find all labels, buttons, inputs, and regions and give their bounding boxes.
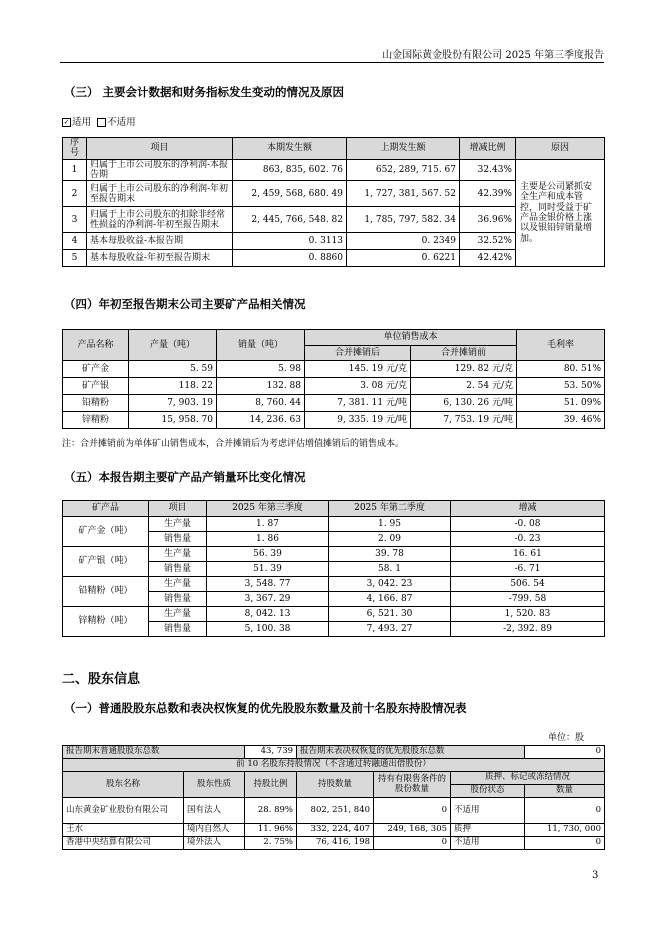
table-row: 锌精粉（吨） 生产量 8, 042. 13 6, 521. 30 1, 520. 83 xyxy=(63,607,605,622)
table-row: 销售量 1. 86 2. 09 -0. 23 xyxy=(63,532,605,547)
col-header: 质押、标记或冻结情况 xyxy=(451,772,605,785)
financial-changes-table xyxy=(62,137,605,267)
table-row: 1 归属于上市公司股东的净利润-本报告期 863, 835, 602. 76 652, 289, 715. 67 32.43% 主要是公司紧抓安全生产和成本管控，同时受益于矿产品金银价格上涨以及银铅锌销量增加。 xyxy=(63,159,605,181)
col-header: 持股数量 xyxy=(297,772,374,798)
col-header: 本期发生额 xyxy=(233,138,347,160)
table-row: 矿产银 118. 22 132. 88 3. 08 元/克 2. 54 元/克 53. 50% xyxy=(63,378,605,395)
col-header: 股东名称 xyxy=(63,772,184,798)
col-header: 产量（吨） xyxy=(129,330,217,361)
output-sales-change-table xyxy=(62,500,605,637)
pref-holders-label: 报告期末表决权恢复的优先股股东总数 xyxy=(297,746,525,759)
table-row: 铅精粉（吨） 生产量 3, 548. 77 3, 042. 23 506. 54 xyxy=(63,577,605,592)
unchecked-checkbox-icon xyxy=(97,118,106,127)
col-header: 上期发生额 xyxy=(347,138,460,160)
part2-subheading: （一）普通股股东总数和表决权恢复的优先股股东数量及前十名股东持股情况表 xyxy=(64,701,467,715)
table-row: 矿产银（吨） 生产量 56. 39 39. 78 16. 61 xyxy=(63,547,605,562)
col-header: 合并摊销后 xyxy=(305,346,411,361)
col-header: 合并摊销前 xyxy=(411,346,517,361)
checked-checkbox-icon: ✓ xyxy=(63,118,70,126)
unit-label: 单位：股 xyxy=(548,733,585,743)
shareholders-table xyxy=(62,745,605,850)
table-row: 山东黄金矿业股份有限公司 国有法人 28. 89% 802, 251, 840 0 不适用 0 xyxy=(63,798,605,824)
applicable-label: 适用 xyxy=(72,117,92,128)
col-header: 项目 xyxy=(149,501,207,517)
pref-holders-value: 0 xyxy=(525,746,605,759)
table-row: 4 基本每股收益-本报告期 0. 3113 0. 2349 32.52% xyxy=(63,233,605,250)
mineral-products-table xyxy=(62,329,605,429)
top10-title: 前 10 名股东持股情况（不含通过转融通出借股份） xyxy=(63,759,605,772)
page-header: 山金国际黄金股份有限公司 2025 年第三季度报告 xyxy=(382,50,604,61)
table-row: 矿产金（吨） 生产量 1. 87 1. 95 -0. 08 xyxy=(63,517,605,532)
table-row: 3 归属于上市公司股东的扣除非经常性损益的净利润-年初至报告期末 2, 445, 766, 548. 82 1, 785, 797, 582. 34 36.96% xyxy=(63,207,605,233)
col-header: 产品名称 xyxy=(63,330,129,361)
header-divider xyxy=(60,62,604,63)
col-header: 股份状态 xyxy=(451,785,525,798)
table-row: 王水 境内自然人 11. 96% 332, 224, 407 249, 168, 305 质押 11, 730, 000 xyxy=(63,824,605,837)
col-header: 项目 xyxy=(87,138,233,160)
reason-cell: 主要是公司紧抓安全生产和成本管控，同时受益于矿产品金银价格上涨以及银铅锌销量增加。 xyxy=(516,159,605,267)
col-header: 增减 xyxy=(451,501,605,517)
section3-heading: （三） 主要会计数据和财务指标发生变动的情况及原因 xyxy=(64,85,345,99)
applicability-options xyxy=(62,114,136,128)
section4-note: 注：合并摊销前为单体矿山销售成本，合并摊销后为考虑评估增值摊销后的销售成本。 xyxy=(62,439,405,449)
col-header: 序号 xyxy=(63,138,87,160)
col-header: 销量（吨） xyxy=(217,330,305,361)
col-header: 数量 xyxy=(525,785,605,798)
col-header: 持有有限售条件的股份数量 xyxy=(374,772,451,798)
col-header: 2025 年第二季度 xyxy=(329,501,451,517)
total-holders-value: 43, 739 xyxy=(245,746,297,759)
table-row: 销售量 3, 367. 29 4, 166. 87 -799. 58 xyxy=(63,592,605,607)
section4-heading: （四）年初至报告期末公司主要矿产品相关情况 xyxy=(64,297,306,311)
col-header: 增减比例 xyxy=(460,138,516,160)
page-number: 3 xyxy=(592,870,599,881)
table-row: 销售量 5, 100. 38 7, 493. 27 -2, 392. 89 xyxy=(63,622,605,637)
part2-heading: 二、股东信息 xyxy=(62,672,141,687)
col-header: 持股比例 xyxy=(245,772,297,798)
table-row: 5 基本每股收益-年初至报告期末 0. 8860 0. 6221 42.42% xyxy=(63,250,605,267)
table-row: 香港中央结算有限公司 境外法人 2. 75% 76, 416, 198 0 不适用 0 xyxy=(63,837,605,850)
not-applicable-label: 不适用 xyxy=(107,117,136,128)
total-holders-label: 报告期末普通股股东总数 xyxy=(63,746,245,759)
table-row: 矿产金 5. 59 5. 98 145. 19 元/克 129. 82 元/克 80. 51% xyxy=(63,361,605,378)
table-row: 锌精粉 15, 958. 70 14, 236. 63 9, 335. 19 元/吨 7, 753. 19 元/吨 39. 46% xyxy=(63,412,605,429)
section5-heading: （五）本报告期主要矿产品产销量环比变化情况 xyxy=(64,470,306,484)
table-row: 销售量 51. 39 58. 1 -6. 71 xyxy=(63,562,605,577)
col-header: 股东性质 xyxy=(184,772,245,798)
col-header: 毛利率 xyxy=(517,330,605,361)
col-header: 原因 xyxy=(516,138,605,160)
table-row: 2 归属于上市公司股东的净利润-年初至报告期末 2, 459, 568, 680. 49 1, 727, 381, 567. 52 42.39% xyxy=(63,181,605,207)
col-header: 单位销售成本 xyxy=(305,330,517,346)
col-header: 矿产品 xyxy=(63,501,149,517)
col-header: 2025 年第三季度 xyxy=(207,501,329,517)
table-row: 铅精粉 7, 903. 19 8, 760. 44 7, 381. 11 元/吨 6, 130. 26 元/吨 51. 09% xyxy=(63,395,605,412)
